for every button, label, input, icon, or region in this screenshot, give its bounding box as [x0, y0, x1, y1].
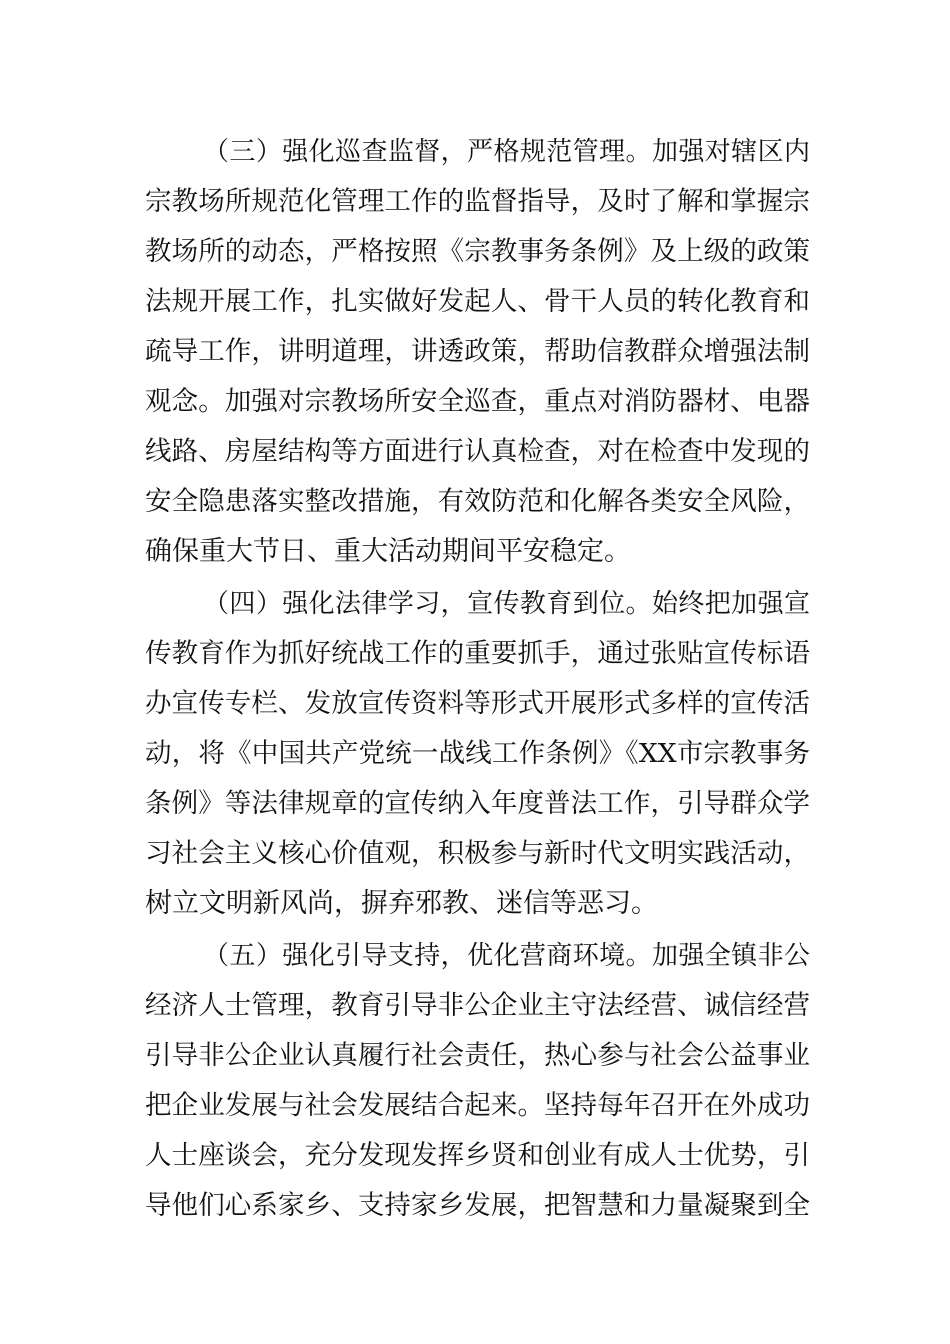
paragraph-4-line-6: 习社会主义核心价值观，积极参与新时代文明实践活动， — [145, 838, 810, 869]
paragraph-5-line-1: （五）强化引导支持，优化营商环境。加强全镇非公 — [203, 941, 810, 971]
paragraph-4-line-4: 动，将《中国共产党统一战线工作条例》《XX市宗教事务 — [145, 738, 810, 769]
paragraph-3-line-5: 疏导工作，讲明道理，讲透政策，帮助信教群众增强法制 — [145, 336, 810, 367]
paragraph-5-line-2: 经济人士管理，教育引导非公企业主守法经营、诚信经营 — [145, 990, 810, 1021]
paragraph-5-line-6: 导他们心系家乡、支持家乡发展，把智慧和力量凝聚到全 — [145, 1190, 810, 1221]
paragraph-4-line-7: 树立文明新风尚，摒弃邪教、迷信等恶习。 — [145, 888, 658, 919]
paragraph-3-line-9: 确保重大节日、重大活动期间平安稳定。 — [145, 536, 631, 567]
paragraph-3-line-1: （三）强化巡查监督，严格规范管理。加强对辖区内 — [203, 137, 810, 167]
paragraph-3-line-7: 线路、房屋结构等方面进行认真检查，对在检查中发现的 — [145, 436, 810, 467]
paragraph-5-line-5: 人士座谈会，充分发现发挥乡贤和创业有成人士优势，引 — [145, 1140, 810, 1171]
paragraph-3-line-2: 宗教场所规范化管理工作的监督指导，及时了解和掌握宗 — [145, 186, 810, 217]
paragraph-3-line-8: 安全隐患落实整改措施，有效防范和化解各类安全风险， — [145, 486, 810, 517]
paragraph-4-line-2: 传教育作为抓好统战工作的重要抓手，通过张贴宣传标语 — [145, 638, 810, 669]
paragraph-4-line-5: 条例》等法律规章的宣传纳入年度普法工作，引导群众学 — [145, 788, 810, 819]
paragraph-5-line-4: 把企业发展与社会发展结合起来。坚持每年召开在外成功 — [145, 1090, 810, 1121]
paragraph-3-line-6: 观念。加强对宗教场所安全巡查，重点对消防器材、电器 — [145, 386, 810, 417]
paragraph-3-line-3: 教场所的动态，严格按照《宗教事务条例》及上级的政策 — [145, 236, 810, 267]
paragraph-4-line-3: 办宣传专栏、发放宣传资料等形式开展形式多样的宣传活 — [145, 688, 810, 719]
paragraph-3-line-4: 法规开展工作，扎实做好发起人、骨干人员的转化教育和 — [145, 286, 810, 317]
paragraph-4-line-1: （四）强化法律学习，宣传教育到位。始终把加强宣 — [203, 589, 810, 619]
paragraph-5-line-3: 引导非公企业认真履行社会责任，热心参与社会公益事业 — [145, 1040, 810, 1071]
